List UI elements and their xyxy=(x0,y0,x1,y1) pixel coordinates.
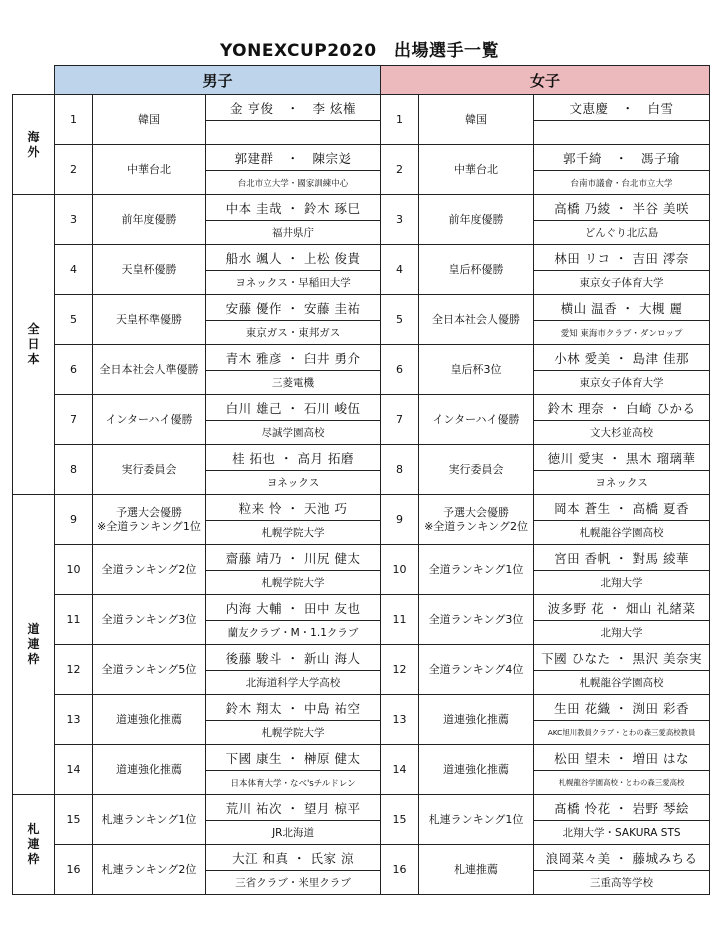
group-label-text: 札連枠 xyxy=(27,822,40,866)
female-category-text: 全道ランキング4位 xyxy=(428,662,524,676)
male-player-names: 金 亨俊 ・ 李 炫権 xyxy=(206,95,381,121)
female-category-text: 予選大会優勝 xyxy=(443,505,510,519)
male-player-names: 内海 大輔 ・ 田中 友也 xyxy=(206,595,381,621)
male-category xyxy=(93,95,206,145)
table-row xyxy=(13,95,710,121)
male-player-names: 齋藤 靖乃 ・ 川尻 健太 xyxy=(206,545,381,571)
group-label xyxy=(13,195,55,495)
male-affiliation: 台北市立大学・國家訓練中心 xyxy=(206,171,381,195)
female-category xyxy=(419,595,534,645)
male-affiliation: 札幌学院大学 xyxy=(206,521,381,545)
male-entry-number: 14 xyxy=(55,745,93,795)
male-entry-number: 12 xyxy=(55,645,93,695)
female-category xyxy=(419,245,534,295)
female-player-names: 鈴木 理奈 ・ 白崎 ひかる xyxy=(534,395,710,421)
table-row xyxy=(13,595,710,621)
female-affiliation: AKC旭川教員クラブ・とわの森三愛高校教員 xyxy=(534,721,710,745)
table-row xyxy=(13,695,710,721)
female-player-names: 横山 温香 ・ 大槻 麗 xyxy=(534,295,710,321)
female-affiliation: 札幌龍谷学園高校 xyxy=(534,671,710,695)
female-category-note: ※全道ランキング2位 xyxy=(424,519,528,533)
male-entry-number: 15 xyxy=(55,795,93,845)
female-entry-number: 2 xyxy=(381,145,419,195)
female-category xyxy=(419,695,534,745)
female-affiliation: 札幌龍谷学園高校・とわの森三愛高校 xyxy=(534,771,710,795)
group-label xyxy=(13,95,55,195)
table-row xyxy=(13,445,710,471)
female-category-text: 道連強化推薦 xyxy=(443,762,510,776)
group-label xyxy=(13,495,55,795)
male-category-text: 予選大会優勝 xyxy=(116,505,182,519)
female-entry-number: 4 xyxy=(381,245,419,295)
male-affiliation: 福井県庁 xyxy=(206,221,381,245)
male-category xyxy=(93,545,206,595)
female-category xyxy=(419,345,534,395)
table-row xyxy=(13,495,710,521)
female-entry-number: 16 xyxy=(381,845,419,895)
male-affiliation: 蘭友クラブ・M・1.1クラブ xyxy=(206,621,381,645)
male-entry-number: 6 xyxy=(55,345,93,395)
female-category-text: 実行委員会 xyxy=(448,462,504,476)
female-entry-number: 7 xyxy=(381,395,419,445)
table-row xyxy=(13,395,710,421)
female-category xyxy=(419,545,534,595)
female-entry-number: 14 xyxy=(381,745,419,795)
female-player-names: 宮田 香帆 ・ 對馬 綾華 xyxy=(534,545,710,571)
male-player-names: 大江 和真 ・ 氏家 涼 xyxy=(206,845,381,871)
female-player-names: 林田 リコ ・ 吉田 澪奈 xyxy=(534,245,710,271)
group-label-text: 海外 xyxy=(27,129,40,159)
header-row xyxy=(13,66,710,95)
female-category xyxy=(419,395,534,445)
male-category xyxy=(93,645,206,695)
female-player-names: 髙橋 怜花 ・ 岩野 琴絵 xyxy=(534,795,710,821)
roster-body xyxy=(13,95,710,895)
male-category xyxy=(93,845,206,895)
table-row xyxy=(13,145,710,171)
female-category-text: インターハイ優勝 xyxy=(432,412,520,426)
female-player-names: 生田 花織 ・ 渕田 彩香 xyxy=(534,695,710,721)
male-entry-number: 11 xyxy=(55,595,93,645)
male-affiliation: 三菱電機 xyxy=(206,371,381,395)
header-spacer xyxy=(13,66,55,95)
female-category xyxy=(419,95,534,145)
female-category-text: 全道ランキング1位 xyxy=(428,562,524,576)
female-category xyxy=(419,845,534,895)
female-category-text: 韓国 xyxy=(465,112,488,126)
female-category-text: 札連推薦 xyxy=(454,862,499,876)
male-category xyxy=(93,295,206,345)
female-affiliation: 東京女子体育大学 xyxy=(534,271,710,295)
male-player-names: 安藤 優作 ・ 安藤 圭祐 xyxy=(206,295,381,321)
female-entry-number: 5 xyxy=(381,295,419,345)
female-category-text: 皇后杯優勝 xyxy=(448,262,504,276)
female-affiliation xyxy=(534,121,710,145)
female-affiliation: 文大杉並高校 xyxy=(534,421,710,445)
table-row xyxy=(13,345,710,371)
male-entry-number: 2 xyxy=(55,145,93,195)
male-category xyxy=(93,445,206,495)
male-category-text: 全道ランキング5位 xyxy=(101,662,197,676)
male-player-names: 下國 康生 ・ 榊原 健太 xyxy=(206,745,381,771)
male-category xyxy=(93,145,206,195)
male-entry-number: 5 xyxy=(55,295,93,345)
male-category-text: 実行委員会 xyxy=(121,462,177,476)
male-affiliation: 尽誠学園高校 xyxy=(206,421,381,445)
male-category xyxy=(93,745,206,795)
male-affiliation: 三省クラブ・米里クラブ xyxy=(206,871,381,895)
female-affiliation: 東京女子体育大学 xyxy=(534,371,710,395)
table-row xyxy=(13,795,710,821)
table-row xyxy=(13,745,710,771)
roster-table xyxy=(12,65,710,895)
female-player-names: 小林 愛美 ・ 島津 佳那 xyxy=(534,345,710,371)
male-category xyxy=(93,245,206,295)
female-affiliation: 北翔大学 xyxy=(534,571,710,595)
male-category-text: 全道ランキング3位 xyxy=(101,612,197,626)
male-affiliation: 日本体育大学・なべ'sチルドレン xyxy=(206,771,381,795)
female-affiliation: どんぐり北広島 xyxy=(534,221,710,245)
male-player-names: 船水 颯人 ・ 上松 俊貴 xyxy=(206,245,381,271)
group-label xyxy=(13,795,55,895)
female-affiliation: 北翔大学・SAKURA STS xyxy=(534,821,710,845)
female-category xyxy=(419,445,534,495)
female-affiliation: 愛知 東海市クラブ・ダンロップ xyxy=(534,321,710,345)
female-player-names: 浪岡菜々美 ・ 藤城みちる xyxy=(534,845,710,871)
male-affiliation: JR北海道 xyxy=(206,821,381,845)
female-category-text: 皇后杯3位 xyxy=(450,362,502,376)
male-category xyxy=(93,395,206,445)
female-player-names: 郭千綺 ・ 馮子瑜 xyxy=(534,145,710,171)
male-affiliation xyxy=(206,121,381,145)
male-player-names: 白川 雄己 ・ 石川 峻伍 xyxy=(206,395,381,421)
female-entry-number: 11 xyxy=(381,595,419,645)
female-category xyxy=(419,195,534,245)
male-affiliation: 東京ガス・東邦ガス xyxy=(206,321,381,345)
female-category xyxy=(419,295,534,345)
female-category xyxy=(419,495,534,545)
female-entry-number: 12 xyxy=(381,645,419,695)
female-category xyxy=(419,145,534,195)
male-category xyxy=(93,495,206,545)
female-category xyxy=(419,645,534,695)
male-category-text: 天皇杯優勝 xyxy=(121,262,177,276)
table-row xyxy=(13,645,710,671)
table-row xyxy=(13,195,710,221)
male-affiliation: 札幌学院大学 xyxy=(206,571,381,595)
female-affiliation: 札幌龍谷学園高校 xyxy=(534,521,710,545)
male-entry-number: 7 xyxy=(55,395,93,445)
male-affiliation: ヨネックス・早稲田大学 xyxy=(206,271,381,295)
male-entry-number: 9 xyxy=(55,495,93,545)
female-header: 女子 xyxy=(381,66,710,95)
female-category-text: 中華台北 xyxy=(454,162,499,176)
male-entry-number: 3 xyxy=(55,195,93,245)
male-category xyxy=(93,795,206,845)
female-affiliation: 台南市議會・台北市立大学 xyxy=(534,171,710,195)
female-entry-number: 1 xyxy=(381,95,419,145)
female-category-text: 全日本社会人優勝 xyxy=(432,312,521,326)
male-category-text: 全道ランキング2位 xyxy=(101,562,197,576)
female-entry-number: 8 xyxy=(381,445,419,495)
male-player-names: 粒来 怜 ・ 天池 巧 xyxy=(206,495,381,521)
female-category-text: 札連ランキング1位 xyxy=(428,812,524,826)
male-category-note: ※全道ランキング1位 xyxy=(97,519,201,533)
male-category-text: 札連ランキング2位 xyxy=(101,862,197,876)
male-category-text: 中華台北 xyxy=(127,162,171,176)
male-category-text: 韓国 xyxy=(138,112,160,126)
male-entry-number: 8 xyxy=(55,445,93,495)
male-player-names: 鈴木 翔太 ・ 中島 祐空 xyxy=(206,695,381,721)
male-category xyxy=(93,595,206,645)
male-entry-number: 16 xyxy=(55,845,93,895)
female-player-names: 岡本 蒼生 ・ 高橋 夏香 xyxy=(534,495,710,521)
male-player-names: 後藤 駿斗 ・ 新山 海人 xyxy=(206,645,381,671)
female-entry-number: 9 xyxy=(381,495,419,545)
male-entry-number: 1 xyxy=(55,95,93,145)
male-player-names: 青木 雅彦 ・ 臼井 勇介 xyxy=(206,345,381,371)
female-player-names: 波多野 花 ・ 畑山 礼緒菜 xyxy=(534,595,710,621)
group-label-text: 道連枠 xyxy=(27,622,40,666)
male-category-text: 前年度優勝 xyxy=(121,212,177,226)
male-category-text: インターハイ優勝 xyxy=(105,412,193,426)
female-affiliation: 三重高等学校 xyxy=(534,871,710,895)
female-player-names: 徳川 愛実 ・ 黒木 瑠璃華 xyxy=(534,445,710,471)
female-entry-number: 6 xyxy=(381,345,419,395)
page-title: YONEXCUP2020 出場選手一覧 xyxy=(219,41,500,61)
female-category-text: 全道ランキング3位 xyxy=(428,612,524,626)
male-affiliation: 札幌学院大学 xyxy=(206,721,381,745)
female-affiliation: ヨネックス xyxy=(534,471,710,495)
female-entry-number: 10 xyxy=(381,545,419,595)
table-row xyxy=(13,845,710,871)
male-header: 男子 xyxy=(55,66,381,95)
table-row xyxy=(13,545,710,571)
table-row xyxy=(13,295,710,321)
male-category-text: 道連強化推薦 xyxy=(116,762,182,776)
group-label-text: 全日本 xyxy=(27,322,40,366)
female-category-text: 道連強化推薦 xyxy=(443,712,510,726)
male-category-text: 道連強化推薦 xyxy=(116,712,182,726)
male-affiliation: ヨネックス xyxy=(206,471,381,495)
female-entry-number: 13 xyxy=(381,695,419,745)
male-entry-number: 10 xyxy=(55,545,93,595)
male-player-names: 荒川 祐次 ・ 望月 椋平 xyxy=(206,795,381,821)
female-player-names: 文恵慶 ・ 白雪 xyxy=(534,95,710,121)
male-player-names: 中本 圭哉 ・ 鈴木 琢巳 xyxy=(206,195,381,221)
female-category xyxy=(419,795,534,845)
male-category xyxy=(93,695,206,745)
male-category-text: 天皇杯準優勝 xyxy=(116,312,182,326)
female-category xyxy=(419,745,534,795)
female-entry-number: 15 xyxy=(381,795,419,845)
table-row xyxy=(13,245,710,271)
male-entry-number: 4 xyxy=(55,245,93,295)
female-player-names: 高橋 乃綾 ・ 半谷 美咲 xyxy=(534,195,710,221)
male-category xyxy=(93,195,206,245)
male-category xyxy=(93,345,206,395)
male-category-text: 全日本社会人準優勝 xyxy=(99,362,199,376)
female-affiliation: 北翔大学 xyxy=(534,621,710,645)
female-entry-number: 3 xyxy=(381,195,419,245)
male-category-text: 札連ランキング1位 xyxy=(101,812,197,826)
male-affiliation: 北海道科学大学高校 xyxy=(206,671,381,695)
female-category-text: 前年度優勝 xyxy=(448,212,504,226)
male-player-names: 桂 拓也 ・ 高月 拓磨 xyxy=(206,445,381,471)
female-player-names: 下國 ひなた ・ 黒沢 美奈実 xyxy=(534,645,710,671)
male-player-names: 郭建群 ・ 陳宗彣 xyxy=(206,145,381,171)
male-entry-number: 13 xyxy=(55,695,93,745)
female-player-names: 松田 望未 ・ 増田 はな xyxy=(534,745,710,771)
